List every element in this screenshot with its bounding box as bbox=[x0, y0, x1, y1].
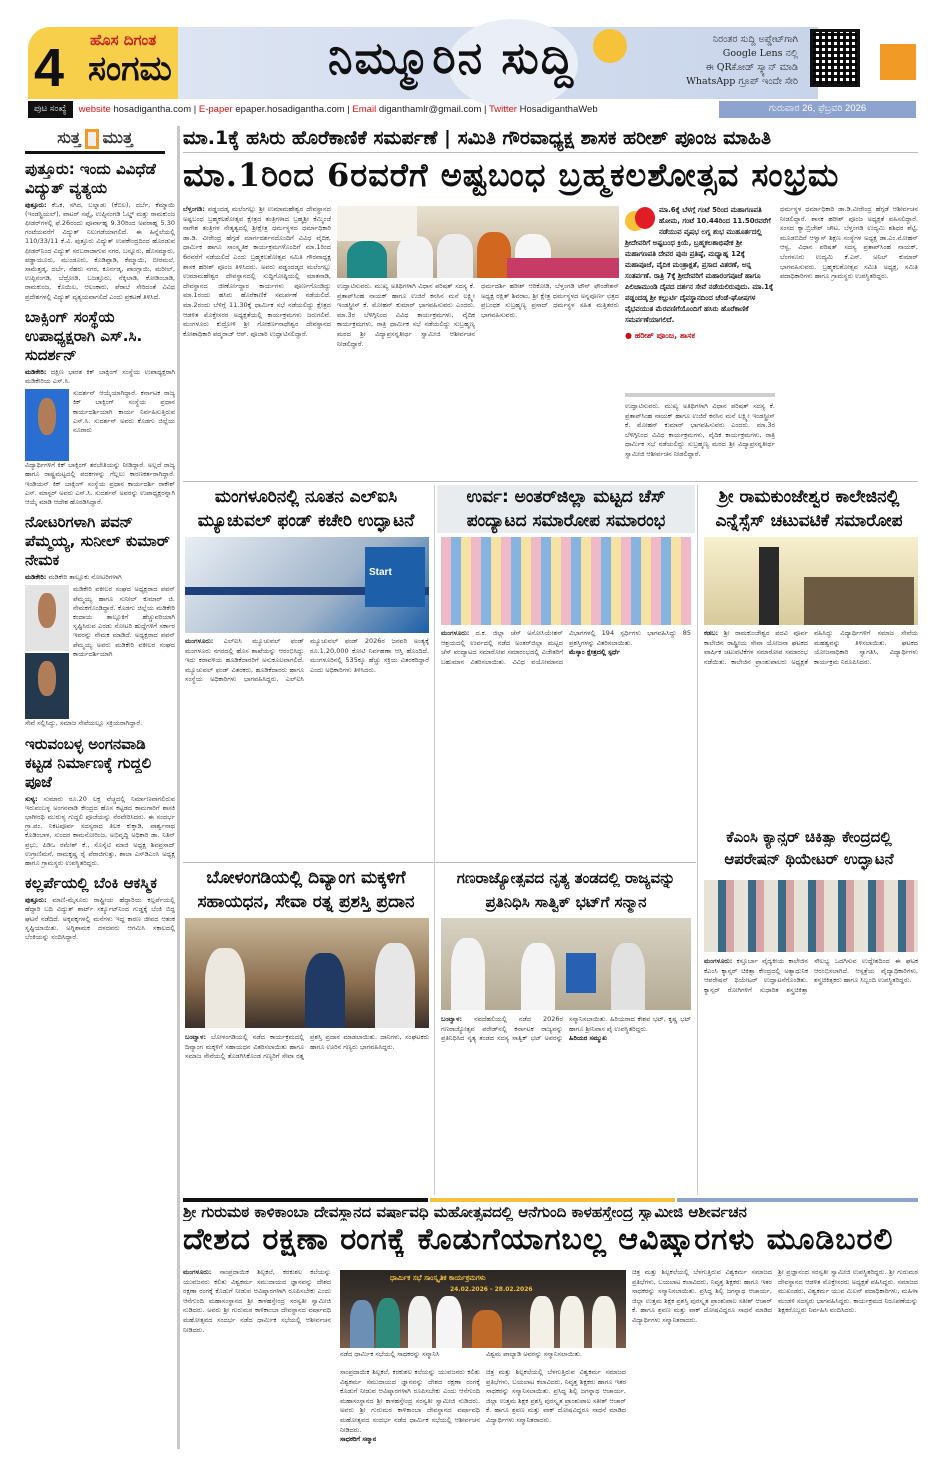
lead-press-meet-photo bbox=[337, 206, 619, 278]
qr-code-icon[interactable] bbox=[810, 29, 860, 87]
story-headline[interactable]: ಬಾಕ್ಸಿಂಗ್ ಸಂಸ್ಥೆಯ ಉಪಾಧ್ಯಕ್ಷರಾಗಿ ಎಸ್.ಸಿ. ಸುದರ್ಶನ್ bbox=[25, 307, 143, 364]
bottom-ceremony-photo: ಧಾರ್ಮಿಕ ಸಭೆ ಸಾಂಸ್ಕೃತಿಕ ಕಾರ್ಯಕ್ರಮಗಳು 24.02.2026 - 28.02.2026 bbox=[340, 1270, 626, 1348]
pull-quote: ಮಾ.6ಕ್ಕೆ ಬೆಳಗ್ಗೆ ಗಂಟೆ 5ರಿಂದ ಮಹಾಗಣಪತಿ ಹೋಮ, ಗಂಟೆ 10.44ರಿಂದ 11.50ರವರೆಗೆ ನಡೆಯುವ ವೃಷಭ ಲಗ್ನ ಶುಭ ಮುಹೂರ್ತದಲ್ಲಿ ಶ್ರೀದೇವರಿಗೆ ಅಷ್ಟಬಂಧ ಕ್ರಿಯೆ, ಬ್ರಹ್ಮಕಲಶಾಭಿಷೇಕ ಶ್ರೀ ಮಹಾಗಣಪತಿ ದೇವರ ಪುನಃ ಪ್ರತಿಷ್ಠೆ, ಮಧ್ಯಾಹ್ನ 12ಕ್ಕೆ ಮಹಾಪೂಜೆ, ವೈದಿಕ ಮಂತ್ರಾಕ್ಷತೆ, ಪ್ರಸಾದ ವಿತರಣೆ, ಅನ್ನ ಸಂತರ್ಪಣೆ. ರಾತ್ರಿ 7ಕ್ಕೆ ಶ್ರೀದೇವರಿಗೆ ಮಹಾರಂಗಪೂಜೆ ಹಾಗೂ ಪಿಲಿಚಾಮುಂಡಿ ದೈವದ ದರ್ಶನ ಸೇವೆ ನಡೆಯಲಿರುವುದು. ಮಾ.1ಕ್ಕೆ ಪಡ್ಡಂದಡ್ಕ ಶ್ರೀ ಕಲ್ಲುರ್ಟಿ ದೈವಸ್ಥಾನದಿಂದ ಚೆಂಡೆ-ಘೋಷಗಳ ವೈಭವಯುತ ಮೆರವಣಿಗೆಯೊಂದಿಗೆ ಹಸಿರು ಹೊರೆಕಾಣಿಕೆ ಸಮರ್ಪಣೆಯಾಗಲಿದೆ. ● ಹರೀಶ್ ಪೂಂಜ, ಶಾಸಕ bbox=[625, 205, 775, 341]
donation-event-photo bbox=[185, 918, 429, 1028]
chess-group-photo bbox=[441, 537, 691, 625]
kmc-group-photo bbox=[704, 880, 918, 952]
door-icon bbox=[85, 129, 99, 149]
lead-column-2: ಉದ್ಘಾಟಿಸುವರು. ಮುಖ್ಯ ಅತಿಥಿಗಳಾಗಿ ವಿಧಾನ ಪರಿಷತ್ ಸದಸ್ಯ ಕೆ. ಪ್ರತಾಪ್‌ಸಿಂಹ ನಾಯಕ್ ಹಾಗೂ ಉಜಿರೆ ಕನಸಿನ ಮನೆ ಲಕ್ಷ್ಮೀ ಇಂಡಸ್ಟ್ರೀಸ್ ಕೆ. ಮೋಹನ್ ಕುಮಾರ್ ಭಾಗವಹಿಸುವರು ಎಂದರು. ಮಾ.3ರ ಬೆಳಿಗ್ಗಿನಿಂದ ವಿವಿಧ ಕಾರ್ಯಕ್ರಮಗಳು, ವೈದಿಕ ಕಾರ್ಯಕ್ರಮಗಳು, ರಾತ್ರಿ ಧಾರ್ಮಿಕ ಸಭೆ ನಡೆಯಲಿದ್ದು ಸುಬ್ರಹ್ಮಣ್ಯ ಮಠದ ಶ್ರೀ ವಿದ್ಯಾಪ್ರಸನ್ನತೀರ್ಥ ಸ್ವಾಮೀಜಿ ಆಶೀರ್ವಚನ ನೀಡಲಿದ್ದಾರೆ. bbox=[337, 282, 475, 348]
portrait-photo bbox=[25, 585, 69, 651]
page-number: 4 bbox=[34, 38, 63, 98]
box-body: ಮಂಗಳೂರು: ಕಸ್ತೂರ್ಬಾ ವೈದ್ಯಕೀಯ ಕಾಲೇಜಿನ ಕೆಎಂಸಿ ಕ್ಯಾನ್ಸರ್ ಚಿಕಿತ್ಸಾ ಕೇಂದ್ರದಲ್ಲಿ ಅತ್ಯಾಧುನಿಕ ಆಪರೇಷನ್ ಥಿಯೇಟರ್ ಉದ್ಘಾಟನೆಗೊಂಡಿತು. ಕ್ಯಾನ್ಸರ್ ರೋಗಿಗಳಿಗೆ ಸುಧಾರಿತ ಶಸ್ತ್ರಚಿಕಿತ್ಸಾ ಸೌಲಭ್ಯ ಒದಗಿಸುವ ಉದ್ದೇಶದಿಂದ ಈ ಘಟಕ ಆರಂಭಿಸಲಾಗಿದೆ. ಆಸ್ಪತ್ರೆಯ ವೈದ್ಯಾಧಿಕಾರಿಗಳು, ಶಸ್ತ್ರಚಿಕಿತ್ಸಕರು ಹಾಗೂ ಸಿಬ್ಬಂದಿ ಉಪಸ್ಥಿತರಿದ್ದರು. bbox=[704, 957, 918, 994]
orange-corner-tab bbox=[880, 44, 916, 80]
lead-headline[interactable]: ಮಾ.1ರಿಂದ 6ರವರೆಗೆ ಅಷ್ಟಬಂಧ ಬ್ರಹ್ಮಕಲಶೋತ್ಸವ ಸಂಭ್ರಮ bbox=[183, 156, 840, 194]
quote-author: ● ಹರೀಶ್ ಪೂಂಜ, ಶಾಸಕ bbox=[625, 330, 775, 341]
info-bar bbox=[28, 101, 916, 118]
box-body: ಮಂಗಳೂರು: ಎಲ್‌ಐಸಿ ಮ್ಯೂಚುವಲ್ ಫಂಡ್ ಮಂಗಳೂರು ನಗರದಲ್ಲಿ ಹೊಸ ಶಾಖೆಯನ್ನು ಆರಂಭಿಸಿದ್ದು ಇದು ಕರಾವಳಿಯ ಹೂಡಿಕೆದಾರರಿಗೆ ಅನುಕೂಲವಾಗಲಿದೆ. ಮ್ಯೂಚುವಲ್ ಫಂಡ್ ವಿತರಕರು, ಹೂಡಿಕೆದಾರರು ಹಾಗೂ ಸಂಸ್ಥೆಯ ಅಧಿಕಾರಿಗಳು ಭಾಗವಹಿಸಿದ್ದರು. ಎಲ್‌ಐಸಿ ಮ್ಯೂಚುವಲ್ ಫಂಡ್ 2026ರ ಜನವರಿ ಅಂತ್ಯಕ್ಕೆ ರೂ.1,20,000 ಕೋಟಿ ನಿರ್ವಹಣಾ ಆಸ್ತಿ ಹೊಂದಿದೆ. ಮಂಗಳೂರಿನಲ್ಲಿ 535ಕ್ಕೂ ಹೆಚ್ಚು ಸಕ್ರಿಯ ವಿತರಕರಿದ್ದಾರೆ ಎಂದು ಅಧಿಕಾರಿಗಳು ತಿಳಿಸಿದರು. bbox=[185, 637, 429, 684]
column-divider bbox=[177, 126, 180, 1449]
box-headline[interactable]: ಗಣರಾಜ್ಯೋತ್ಸವದ ನೃತ್ಯ ತಂಡದಲ್ಲಿ ರಾಜ್ಯವನ್ನು ಪ್ರತಿನಿಧಿಸಿ ಸಾತ್ವಿಕ್ ಭಟ್‌ಗೆ ಸನ್ಮಾನ bbox=[456, 869, 676, 911]
twitter-link[interactable]: HosadiganthaWeb bbox=[519, 104, 598, 115]
website-link[interactable]: hosadigantha.com bbox=[113, 104, 192, 115]
bottom-headline[interactable]: ದೇಶದ ರಕ್ಷಣಾ ರಂಗಕ್ಕೆ ಕೊಡುಗೆಯಾಗಬಲ್ಲ ಆವಿಷ್ಕಾರಗಳು ಮೂಡಿಬರಲಿ bbox=[183, 1222, 894, 1257]
qr-instructions: ನಿರಂತರ ಸುದ್ದಿ ಅಪ್ಡೇಟ್‌ಗಾಗಿ Google Lens ನಲ್ಲಿ ಈ QRಕೋಡ್ ಸ್ಕ್ಯಾನ್ ಮಾಡಿ WhatsApp ಗ್ರೂಪ್ ಇಂದೇ ಸೇರಿ bbox=[686, 34, 798, 87]
email-link[interactable]: diganthamlr@gmail.com bbox=[378, 104, 482, 115]
quote-mark-icon bbox=[625, 205, 655, 235]
story-fire: ಕಲ್ಲರ್ಪೆಯಲ್ಲಿ ಬೆಂಕಿ ಆಕಸ್ಮಿಕ ಪುತ್ತೂರು: ಮಾಣಿ-ಮೈಸೂರು ರಾಷ್ಟ್ರೀಯ ಹೆದ್ದಾರಿಯ ಕಲ್ಲರ್ಪೆಯಲ್ಲಿ ಹೆದ್ದಾರಿ ಬದಿ ವಿದ್ಯುತ್ ಶಾರ್ಟ್ ಸರ್ಕ್ಯೂಟ್‌ನಿಂದ ಗುಡ್ಡಕ್ಕೆ ಬೆಂಕಿ ಬಿದ್ದ ಘಟನೆ ನಡೆದಿದೆ. ಅಕ್ಕಪಕ್ಕಗಳಲ್ಲಿ ಮನೆಗಳು ಇದ್ದ ಕಾರಣ ಜೀವದ ಆತಂಕ ಸೃಷ್ಟಿಯಾಯಿತು. ಅಗ್ನಿಶಾಮಕ ದಳದವರು ಆಗಮಿಸಿ ಸಕಾಲದಲ್ಲಿ ಬೆಂಕಿಯನ್ನು ನಂದಿಸಿದ್ದಾರೆ. bbox=[25, 874, 175, 941]
section-title: ನಿಮ್ಮೂರಿನ ಸುದ್ದಿ bbox=[328, 33, 576, 84]
brand-logo-big: ಸಂಗಮ bbox=[88, 49, 172, 89]
lead-column-3: ಧರ್ಮದರ್ಶಿ ಹರೀಶ್ ಆರಿಕೋಡಿ, ಬೆಳ್ತಂಗಡಿ ಟೌನ್ ಫೌಂಡೇಶನ್ ಅಧ್ಯಕ್ಷ ರಕ್ಷಿತ್ ಶಿವರಾಂ, ಶ್ರೀ ಕ್ಷೇತ್ರ ಧರ್ಮಸ್ಥಳದ ಅನ್ನಪೂರ್ಣ ಛತ್ರದ ಪ್ರಬಂಧಕ ಸುಬ್ರಹ್ಮಣ್ಯ ಪ್ರಸಾದ್ ಧರ್ಮಸ್ಥಳ ಸಹಿತ ಮತ್ತಿತರರು ಭಾಗವಹಿಸುವರು. bbox=[481, 282, 619, 319]
issue-date: ಗುರುವಾರ 26, ಫೆಬ್ರವರಿ 2026 bbox=[719, 101, 916, 118]
lead-kicker: ಮಾ.1ಕ್ಕೆ ಹಸಿರು ಹೊರೆಕಾಣಿಕೆ ಸಮರ್ಪಣೆ | ಸಮಿತಿ ಗೌರವಾಧ್ಯಕ್ಷ ಶಾಸಕ ಹರೀಶ್ ಪೂಂಜ ಮಾಹಿತಿ bbox=[183, 127, 918, 153]
left-column bbox=[25, 126, 175, 945]
bottom-column-4: ಚಿತ್ರ ಮತ್ತು ಶಿಲ್ಪಕಲೆಯಲ್ಲಿ ಬೆಳಗುತ್ತಿರುವ ವಿಶ್ವಕರ್ಮ ಸಮಾಜದ ಪ್ರತಿಭೆಗಳು, ಬಯಲಾಟ ಕಲಾವಿದರು, ನಿವೃತ್ತ ಶಿಕ್ಷಕರು ಹಾಗೂ ಇತರ ಸಾಧಕರನ್ನು ಸನ್ಮಾನಿಸಲಾಯಿತು. ಪ್ರಸಿದ್ಧ ಶಿಲ್ಪಿ ಜಗನ್ನಾಥ ಆಚಾರ್ಯ, ಜಿಲ್ಲಾ ಉತ್ತಮ ಶಿಕ್ಷಕ ಪ್ರಶಸ್ತಿ ಪುರಸ್ಕೃತ ಪ್ರಾಂಶುಪಾಲ ಸತೀಶ್ ಆಚಾರ್ ಕೆ. ಹಾಗೂ ಶ್ರವಣ ಮತ್ತು ವಾಕ್ ದೋಷವಿದ್ದರೂ ಸಾಧನೆ ಮಾಡಿದ ವಿದ್ಯಾರ್ಥಿಗಳು ಸನ್ಮಾನಿತರಾದರು. bbox=[632, 1268, 772, 1324]
box-body: ಬಂಟ್ವಾಳ: ನವದೆಹಲಿಯಲ್ಲಿ ನಡೆದ 2026ರ ಗಣರಾಜ್ಯೋತ್ಸವ ಪರೇಡ್‌ನಲ್ಲಿ ಕರ್ನಾಟಕ ರಾಜ್ಯವನ್ನು ಪ್ರತಿನಿಧಿಸಿದ ನೃತ್ಯ ತಂಡದ ಸದಸ್ಯ ಸಾತ್ವಿಕ್ ಭಟ್ ಅವರನ್ನು ಸನ್ಮಾನಿಸಲಾಯಿತು. ಹಿರಿಯರಾದ ಕೇಶವ ಭಟ್, ಕೃಷ್ಣ ಭಟ್ ಹಾಗೂ ಶ್ರೀನಿವಾಸ ಪೈ ಉಪಸ್ಥಿತರಿದ್ದರು. ಹಿರಿಯರ ಸಮ್ಮುಖ bbox=[441, 1015, 691, 1043]
divider-bar-yellow bbox=[430, 1198, 675, 1202]
bottom-column-1: ಮಂಗಳೂರು: ಸಾಂಪ್ರದಾಯಿಕ ಶಿಲ್ಪಕಲೆ, ಕರಕುಶಲ ಕಲೆಯನ್ನು ಯುವಜನರು ಕಲಿತು ವಿಶ್ವಕರ್ಮ ಸಮುದಾಯದ ಜ್ಞಾನವನ್ನು ದೇಶದ ರಕ್ಷಣಾ ರಂಗಕ್ಕೆ ಕೊಡುಗೆ ನೀಡುವ ಆವಿಷ್ಕಾರಗಳಾಗಿ ರೂಪಿಸಬೇಕು ಎಂದು ಆನೆಗುಂದಿ ಮಹಾಸಂಸ್ಥಾನದ ಶ್ರೀ ಕಾಳಹಸ್ತೇಂದ್ರ ಸರಸ್ವತೀ ಸ್ವಾಮೀಜಿ ನುಡಿದರು. ಅವರು ಶ್ರೀ ಗುರುಮಠ ಕಾಳಿಕಾಂಬಾ ದೇವಸ್ಥಾನದ ವರ್ಷಾವಧಿ ಮಹೋತ್ಸವದ ಸಂದರ್ಭ ನಡೆದ ಧಾರ್ಮಿಕ ಸಭೆಯಲ್ಲಿ ಆಶೀರ್ವಚನ ನೀಡಿದರು. bbox=[183, 1268, 331, 1334]
bottom-column-3: ಚಿತ್ರ ಮತ್ತು ಶಿಲ್ಪಕಲೆಯಲ್ಲಿ ಬೆಳಗುತ್ತಿರುವ ವಿಶ್ವಕರ್ಮ ಸಮಾಜದ ಪ್ರತಿಭೆಗಳು, ಬಯಲಾಟ ಕಲಾವಿದರು, ನಿವೃತ್ತ ಶಿಕ್ಷಕರು ಹಾಗೂ ಇತರ ಸಾಧಕರನ್ನು ಸನ್ಮಾನಿಸಲಾಯಿತು. ಪ್ರಸಿದ್ಧ ಶಿಲ್ಪಿ ಜಗನ್ನಾಥ ಆಚಾರ್ಯ, ಜಿಲ್ಲಾ ಉತ್ತಮ ಶಿಕ್ಷಕ ಪ್ರಶಸ್ತಿ ಪುರಸ್ಕೃತ ಪ್ರಾಂಶುಪಾಲ ಸತೀಶ್ ಆಚಾರ್ ಕೆ. ಹಾಗೂ ಶ್ರವಣ ಮತ್ತು ವಾಕ್ ದೋಷವಿದ್ದರೂ ಸಾಧನೆ ಮಾಡಿದ ವಿದ್ಯಾರ್ಥಿಗಳು ಸನ್ಮಾನಿತರಾದರು. bbox=[486, 1368, 626, 1424]
story-headline[interactable]: ನೋಟರಿಗಳಾಗಿ ಪವನ್ ಪೆಮ್ಮಯ್ಯ, ಸುನೀಲ್ ಕುಮಾರ್ ನೇಮಕ bbox=[25, 513, 170, 570]
story-headline[interactable]: ಕಲ್ಲರ್ಪೆಯಲ್ಲಿ ಬೆಂಕಿ ಆಕಸ್ಮಿಕ bbox=[25, 874, 158, 893]
brand-logo-small: ಹೊಸ ದಿಗಂತ bbox=[90, 31, 157, 49]
box-body: ಮಂಗಳೂರು: ದ.ಕ. ಜಿಲ್ಲಾ ಚೆಸ್ ಅಸೋಸಿಯೇಶನ್ ಆಶ್ರಯದಲ್ಲಿ ಉರ್ವದಲ್ಲಿ ನಡೆದ ಅಂತರ್‌ಜಿಲ್ಲಾ ಮಟ್ಟದ ಚೆಸ್ ಪಂದ್ಯಾಟದ ಸಮಾರೋಪ ಸಮಾರಂಭದಲ್ಲಿ ವಿಜೇತರಿಗೆ ಬಹುಮಾನ ವಿತರಿಸಲಾಯಿತು. ವಿವಿಧ ವಯೋಮಾನದ ವಿಭಾಗಗಳಲ್ಲಿ 194 ಸ್ಪರ್ಧಿಗಳು ಭಾಗವಹಿಸಿದ್ದು 85 ಪ್ರಶಸ್ತಿಗಳನ್ನು ವಿತರಿಸಲಾಯಿತು. ಮೆಸ್ಕಾಂ ಕ್ಷೇತ್ರದಲ್ಲಿ ಸ್ಪರ್ಧೆ bbox=[441, 629, 691, 666]
divider-bar-blue bbox=[677, 1198, 918, 1202]
story-anganwadi: ಇರುವಂಬಳ್ಳ ಅಂಗನವಾಡಿ ಕಟ್ಟಡ ನಿರ್ಮಾಣಕ್ಕೆ ಗುದ್ದಲಿ ಪೂಜೆ ಸುಳ್ಯ: ಸುಮಾರು ರೂ.20 ಲಕ್ಷ ವೆಚ್ಚದಲ್ಲಿ ನಿರ್ಮಾಣವಾಗಲಿರುವ ಇರುವಂಬಳ್ಳ ಅಂಗನವಾಡಿ ಕೇಂದ್ರದ ಹೊಸ ಕಟ್ಟಡದ ಕಾಮಗಾರಿಗೆ ಶಾಸಕಿ ಭಾಗೀರಥಿ ಮುರುಳ್ಯ ಗುದ್ದಲಿ ಪೂಜೆಯನ್ನು ನೆರವೇರಿಸಿದರು. ಈ ಸಂದರ್ಭ ಗ್ರಾ.ಪಂ. ನಿಕಟಪೂರ್ವ ಸದಸ್ಯರಾದ ತಿಲಕ ಕುಕ್ಕಾಡಿ, ಪಾರ್ಶ್ವನಾಥ ಕೊಡಿಂಬಾಳ, ಸುಂದರ ಕಾಮನೋರಿಂಜ, ಅಭಿವೃದ್ಧಿ ಅಧಿಕಾರಿ ಡಾ. ನಿತಿನ್ ಪ್ರಭು, ಪಿಡಿಒ ರಮೇಶ್ ಕೆ., ಸೊಸೈಟಿ ಮಾಜಿ ಅಧ್ಯಕ್ಷ ಶಿವಪ್ರಸಾದ್ ಉಗ್ರಾಣಿಮನೆ, ರಾಮಕೃಷ್ಣ ರೈ ಪೆರಾಜಿಗುತ್ತು, ಶಾಲಾ ಎಸ್‌ಡಿಎಂಸಿ ಅಧ್ಯಕ್ಷ ಹಾಗೂ ಗ್ರಾಮಸ್ಥರು ಉಪಸ್ಥಿತರಿದ್ದರು. bbox=[25, 734, 175, 867]
image-caption-right: ವಿಶ್ವಮ ಪಾಲ್ಯಾಡಿ ಅವರನ್ನು ಸನ್ಮಾನಿಸಲಾಯಿತು. bbox=[486, 1350, 583, 1358]
quote-divider bbox=[625, 393, 775, 397]
box-headline[interactable]: ಉರ್ವ: ಅಂತರ್‌ಜಿಲ್ಲಾ ಮಟ್ಟದ ಚೆಸ್ ಪಂದ್ಯಾಟದ ಸಮಾರೋಪ ಸಮಾರಂಭ bbox=[437, 485, 695, 533]
lic-inauguration-photo: Start bbox=[185, 537, 429, 633]
box-headline[interactable]: ಶ್ರೀ ರಾಮಕುಂಜೇಶ್ವರ ಕಾಲೇಜಿನಲ್ಲಿ ಎನ್ನೆಸ್ಸೆಸ್ ಚಟುವಟಿಕೆ ಸಮಾರೋಪ bbox=[715, 487, 903, 531]
story-headline[interactable]: ಇರುವಂಬಳ್ಳ ಅಂಗನವಾಡಿ ಕಟ್ಟಡ ನಿರ್ಮಾಣಕ್ಕೆ ಗುದ್ದಲಿ ಪೂಜೆ bbox=[25, 734, 152, 791]
lead-column-1: ಬೆಳ್ತಂಗಡಿ: ಪಡ್ಡಂದಡ್ಕ ಮಲೆಂಗಲ್ಲು ಶ್ರೀ ಉಮಾಮಹೇಶ್ವರ ದೇವಸ್ಥಾನದ ಅಷ್ಟಬಂಧ ಬ್ರಹ್ಮಕಲಶೋತ್ಸವ ಕ್ಷೇತ್ರದ ತಂತ್ರಿಗಳಾದ ಬ್ರಹ್ಮಶ್ರೀ ಕೆಮ್ಮಿಂಜೆ ನಾಗೇಶ ತಂತ್ರಿಗಳ ನೇತೃತ್ವದಲ್ಲಿ ಶ್ರೀಕ್ಷೇತ್ರ ಧರ್ಮಸ್ಥಳದ ಧರ್ಮಾಧಿಕಾರಿ ಡಾ.ಡಿ. ವೀರೇಂದ್ರ ಹೆಗ್ಗಡೆ ಮಾರ್ಗದರ್ಶನದೊಂದಿಗೆ ವಿವಿಧ ವೈದಿಕ, ಧಾರ್ಮಿಕ ಹಾಗೂ ಸಾಂಸ್ಕೃತಿಕ ಕಾರ್ಯಕ್ರಮಗಳೊಂದಿಗೆ ಮಾ.1ರಿಂದ 6ರವರೆಗೆ ನಡೆಯಲಿದೆ ಎಂದು ಬ್ರಹ್ಮಕಲಶೋತ್ಸವ ಸಮಿತಿ ಗೌರವಾಧ್ಯಕ್ಷ ಶಾಸಕ ಹರೀಶ್ ಪೂಂಜ ತಿಳಿಸಿದರು. ಅವರು ಪಡ್ಡಂದಡ್ಕದ ಮಲೆಂಗಲ್ಲು ಉಮಾಮಹೇಶ್ವರ ದೇವಸ್ಥಾನದಲ್ಲಿ ಸುದ್ದಿಗೋಷ್ಠಿಯಲ್ಲಿ ಮಾತನಾಡಿ, ದೇವಸ್ಥಾನದ ಜೀರ್ಣೋದ್ಧಾರ ಕಾರ್ಯಗಳು ಪೂರ್ಣಗೊಂಡಿದ್ದು ಮಾ.1ರಂದು ಹಸಿರು ಹೊರೆಕಾಣಿಕೆ ಸಮರ್ಪಣೆ ನಡೆಯಲಿದೆ. ಮಾ.2ರಂದು ಬೆಳಿಗ್ಗೆ 11.30ಕ್ಕೆ ಧಾರ್ಮಿಕ ಸಭೆ ನಡೆಯಲಿದ್ದು ಕ್ಷೇತ್ರದ ಆಡಳಿತ ಮೊಕ್ತೇಸರರ ಅಧ್ಯಕ್ಷತೆಯಲ್ಲಿ ಕಾರ್ಯಕ್ರಮಗಳು ಜರುಗಲಿವೆ. ಮಂಗಳೂರು ಕುದ್ರೋಳಿ ಶ್ರೀ ಗೋಕರ್ಣನಾಥೇಶ್ವರ ದೇವಸ್ಥಾನದ ಕೋಶಾಧಿಕಾರಿ ಪದ್ಮರಾಜ್ ಆರ್. ಪೂಜಾರಿ ಉದ್ಘಾಟಿಸಲಿದ್ದಾರೆ. bbox=[183, 205, 331, 338]
page-label: ಪುಟ ಸಂಖ್ಯೆ bbox=[28, 101, 73, 118]
lead-column-5: ಧರ್ಮಸ್ಥಳ ಧರ್ಮಾಧಿಕಾರಿ ಡಾ.ಡಿ.ವೀರೇಂದ್ರ ಹೆಗ್ಗಡೆ ಆಶೀರ್ವಚನ ನೀಡಲಿದ್ದಾರೆ. ಶಾಸಕ ಹರೀಶ್ ಪೂಂಜ ಅಧ್ಯಕ್ಷತೆ ವಹಿಸಲಿದ್ದಾರೆ. ಸಂಸದ ಕ್ಯಾ.ಬ್ರಿಜೇಶ್ ಚೌಟ, ಬೆಳ್ತಂಗಡಿ ಉದ್ಯಮಿ ಶಶಿಧರ ಶೆಟ್ಟಿ, ಮೂಡಬಿದಿರೆ ಆಳ್ವಾಸ್ ಶಿಕ್ಷಣ ಸಂಸ್ಥೆಗಳ ಅಧ್ಯಕ್ಷ ಡಾ.ಎಂ.ಮೋಹನ್ ಆಳ್ವ, ವಿಧಾನ ಪರಿಷತ್ ಸದಸ್ಯ ಪ್ರತಾಪ್‌ಸಿಂಹ ನಾಯಕ್, ಬೆಂಗಳೂರು ಉದ್ಯಮಿ ಕೆ.ಎನ್. ಅನಿಲ್ ಕುಮಾರ್ ಭಾಗವಹಿಸುವರು. ಬ್ರಹ್ಮಕಲಶೋತ್ಸವ ಸಮಿತಿ ಅಧ್ಯಕ್ಷ, ಸಮಿತಿ ಪದಾಧಿಕಾರಿಗಳು ಹಾಗೂ ಗ್ರಾಮಸ್ಥರು ಉಪಸ್ಥಿತರಿದ್ದರು. bbox=[780, 205, 918, 281]
story-boxing: ಬಾಕ್ಸಿಂಗ್ ಸಂಸ್ಥೆಯ ಉಪಾಧ್ಯಕ್ಷರಾಗಿ ಎಸ್.ಸಿ. ಸುದರ್ಶನ್ ಮಡಿಕೇರಿ: ದಕ್ಷಿಣ ಭಾರತ ಕಿಕ್ ಬಾಕ್ಸಿಂಗ್ ಸಂಸ್ಥೆಯ ಉಪಾಧ್ಯಕ್ಷರಾಗಿ ಮಡಿಕೇರಿಯ ಎಸ್.ಸಿ. ಸುದರ್ಶನ್ ಆಯ್ಕೆಯಾಗಿದ್ದಾರೆ. ಕರ್ನಾಟಕ ರಾಜ್ಯ ಕಿಕ್ ಬಾಕ್ಸಿಂಗ್ ಸಂಸ್ಥೆಯ ಪ್ರಧಾನ ಕಾರ್ಯದರ್ಶಿಯಾಗಿ ಕಾರ್ಯ ನಿರ್ವಹಿಸುತ್ತಿರುವ ಎಸ್.ಸಿ. ಸುದರ್ಶನ್ ಅವರು ಕೊಡಗು ಜಿಲ್ಲೆಯ ನೂರಾರು ವಿದ್ಯಾರ್ಥಿಗಳಿಗೆ ಕಿಕ್ ಬಾಕ್ಸಿಂಗ್ ತರಬೇತಿಯನ್ನು ನೀಡಿದ್ದಾರೆ. ಅಲ್ಲದೆ ರಾಜ್ಯ ಹಾಗೂ ರಾಷ್ಟ್ರಮಟ್ಟದಲ್ಲಿ ಪದಕಗಳನ್ನು ಗೆಲ್ಲಲು ಕಾರಣಕರ್ತರಾಗಿದ್ದಾರೆ. ಇಂಡಿಯನ್ ಕಿಕ್ ಬಾಕ್ಸಿಂಗ್ ಸಂಸ್ಥೆಯ ಪ್ರಧಾನ ಕಾರ್ಯದರ್ಶಿ ರಾಕೇಶ್ ಎಸ್. ಮಾಸ್ಟರ್ ಅವರು ಎಸ್.ಸಿ. ಸುದರ್ಶನ್ ಅವರನ್ನು ಉಪಾಧ್ಯಕ್ಷರನ್ನಾಗಿ ಆಯ್ಕೆ ಮಾಡಿ ಆದೇಶ ಹೊರಡಿಸಿದ್ದಾರೆ. bbox=[25, 307, 175, 506]
bottom-column-5: ಶ್ರೀ ಪ್ರಜ್ಞಾನಂದ ಸರಸ್ವತೀ ಸ್ವಾಮೀಜಿ ಉಪಸ್ಥಿತರಿದ್ದರು. ಶ್ರೀ ಗುರುಮಠ ದೇವಸ್ಥಾನದ ಆಡಳಿತ ಮೊಕ್ತೇಸರರು ಅಧ್ಯಕ್ಷತೆ ವಹಿಸಿದ್ದರು. ಸಮಾಜದ ಮುಖಂಡರು, ವಿಶ್ವಕರ್ಮ ಯುವ ಮಿಲನ್ ಪದಾಧಿಕಾರಿಗಳು, ಮಹಿಳಾ ಮಂಡಳಿ ಸದಸ್ಯರು ಭಾಗವಹಿಸಿದ್ದರು. ಕಾರ್ಯಕ್ರಮದ ನಿರೂಪಣೆಯನ್ನು ಶಿಕ್ಷಕರೊಬ್ಬರು ನಿರ್ವಹಿಸಿ ವಂದಿಸಿದರು. bbox=[778, 1268, 918, 1315]
story-power-cut: ಪುತ್ತೂರು: ಇಂದು ವಿವಿಧೆಡೆ ವಿದ್ಯುತ್ ವ್ಯತ್ಯಯ ಪುತ್ತೂರು: ಕೆಒಕ, ಸಗಿದ, ಬಲ್ನಾಡು (ಕೆಬಿಲ), ದರ್ಬೆ, ಕೆಮ್ಮಾಯಿ (ಇಂಡಸ್ಟ್ರಿಯಲ್), ವಾಟರ್ ಸಪ್ಲೈ, ಉಪ್ಪಿನಂಗಡಿ ಓಲ್ಡ್ ಮತ್ತು ರಾಮಕುಂಜ ಫೀಡರ್‌ಗಳಲ್ಲಿ ಫೆ.26ರಂದು ಪೂರ್ವಾಹ್ನ 9.30ರಿಂದ ಅಪರಾಹ್ನ 5.30 ಗಂಟೆಯವರೆಗೆ ವಿದ್ಯುತ್ ನಿಲುಗಡೆಯಾಗಲಿದೆ. ಈ ಹಿನ್ನೆಲೆಯಲ್ಲಿ 110/33/11 ಕೆ.ವಿ. ಪುತ್ತೂರು ವಿದ್ಯುತ್ ಉಪಕೇಂದ್ರದಿಂದ ಹೊರಡುವ ಫೀಡರ್‌ನಿಂದ ವಿದ್ಯುತ್ ಸರಬರಾಜಾಗುವ ನಗರ, ಬನ್ನೂರು, ಹೊಸಮ್ಮಾರು, ಪಡ್ಡಾಯೂರು, ಮುಂಡೂರು, ಕೊಡಿಪ್ಪಾಡಿ, ಕೆಮ್ಮಾಯಿ, ಬೀರಮಲೆ, ಸಾಮೆತ್ತಡ್ಕ, ದರ್ಬೆ, ನೆಹರು ನಗರ, ಕೂರ್ನಡ್ಕ, ಪಾಂಗ್ಲಾಯಿ, ಮರೀಲ್, ಉಪ್ಪಿನಂಗಡಿ, ಬೆದ್ರೋಡಿ, ಬಜತ್ತೂರು, ನೆಕ್ಕಿಲಾಡಿ, ಕೋಡಿಂಬಾಡಿ, ರಾಮಕುಂಜ, ಕೊಯಿಲ, ಆಲಂಕಾರು, ಪೆರಾಬೆ ಸೇರಿದಂತೆ ವಿವಿಧ ಪ್ರದೇಶಗಳಲ್ಲಿ ವಿದ್ಯುತ್ ವ್ಯತ್ಯಯವಾಗಲಿದೆ ಎಂದು ಪ್ರಕಟಣೆ ತಿಳಿಸಿದೆ. bbox=[25, 159, 175, 301]
box-headline[interactable]: ಮಂಗಳೂರಿನಲ್ಲಿ ನೂತನ ಎಲ್‌ಐಸಿ ಮ್ಯೂಚುವಲ್ ಫಂಡ್ ಕಚೇರಿ ಉದ್ಘಾಟನೆ bbox=[197, 487, 415, 531]
masthead bbox=[28, 27, 918, 99]
story-headline[interactable]: ಪುತ್ತೂರು: ಇಂದು ವಿವಿಧೆಡೆ ವಿದ್ಯುತ್ ವ್ಯತ್ಯಯ bbox=[25, 159, 156, 197]
box-headline[interactable]: ಬೋಳಂಗಡಿಯಲ್ಲಿ ದಿವ್ಯಾಂಗ ಮಕ್ಕಳಿಗೆ ಸಹಾಯಧನ, ಸೇವಾ ರತ್ನ ಪ್ರಶಸ್ತಿ ಪ್ರದಾನ bbox=[197, 868, 415, 912]
nss-event-photo bbox=[704, 537, 918, 625]
bottom-column-2: ಸಾಂಪ್ರದಾಯಿಕ ಶಿಲ್ಪಕಲೆ, ಕರಕುಶಲ ಕಲೆಯನ್ನು ಯುವಜನರು ಕಲಿತು ವಿಶ್ವಕರ್ಮ ಸಮುದಾಯದ ಜ್ಞಾನವನ್ನು ದೇಶದ ರಕ್ಷಣಾ ರಂಗಕ್ಕೆ ಕೊಡುಗೆ ನೀಡುವ ಆವಿಷ್ಕಾರಗಳಾಗಿ ರೂಪಿಸಬೇಕು ಎಂದು ಆನೆಗುಂದಿ ಮಹಾಸಂಸ್ಥಾನದ ಶ್ರೀ ಕಾಳಹಸ್ತೇಂದ್ರ ಸರಸ್ವತೀ ಸ್ವಾಮೀಜಿ ನುಡಿದರು. ಅವರು ಶ್ರೀ ಗುರುಮಠ ಕಾಳಿಕಾಂಬಾ ದೇವಸ್ಥಾನದ ವರ್ಷಾವಧಿ ಮಹೋತ್ಸವದ ಸಂದರ್ಭ ನಡೆದ ಧಾರ್ಮಿಕ ಸಭೆಯಲ್ಲಿ ಆಶೀರ್ವಚನ ನೀಡಿದರು. ಸಾಧಕರಿಗೆ ಸನ್ಮಾನ bbox=[340, 1368, 480, 1444]
divider-bar-black bbox=[183, 1198, 428, 1202]
contact-links: website hosadigantha.com | E-paper epaper.hosadigantha.com | Email diganthamlr@gmail.com | Twitter HosadiganthaWeb bbox=[78, 104, 598, 115]
image-caption-left: ನಡೆದ ಧಾರ್ಮಿಕ ಸಭೆಯಲ್ಲಿ ಸಾಧಕರನ್ನು ಸನ್ಮಾನಿಸಿ bbox=[340, 1350, 440, 1358]
suttamutta-logo: ಸುತ್ತ ಮುತ್ತ bbox=[25, 128, 165, 154]
box-body: ಬಂಟ್ವಾಳ: ಬೋಳಂಗಡಿಯಲ್ಲಿ ನಡೆದ ಕಾರ್ಯಕ್ರಮದಲ್ಲಿ ದಿವ್ಯಾಂಗ ಮಕ್ಕಳಿಗೆ ಸಹಾಯಧನ ವಿತರಿಸಲಾಯಿತು ಹಾಗೂ ಸಮಾಜ ಸೇವೆಯಲ್ಲಿ ತೊಡಗಿಸಿಕೊಂಡ ಗಣ್ಯರಿಗೆ ಸೇವಾ ರತ್ನ ಪ್ರಶಸ್ತಿ ಪ್ರದಾನ ಮಾಡಲಾಯಿತು. ದಾನಿಗಳು, ಸಂಘಟಕರು ಹಾಗೂ ಊರಿನ ಗಣ್ಯರು ಭಾಗವಹಿಸಿದ್ದರು. bbox=[185, 1033, 429, 1061]
felicitation-photo bbox=[441, 918, 691, 1010]
box-headline[interactable]: ಕೆಎಂಸಿ ಕ್ಯಾನ್ಸರ್ ಚಿಕಿತ್ಸಾ ಕೇಂದ್ರದಲ್ಲಿ ಆಪರೇಷನ್ ಥಿಯೇಟರ್ ಉದ್ಘಾಟನೆ bbox=[724, 828, 894, 868]
bottom-kicker: ಶ್ರೀ ಗುರುಮಠ ಕಾಳಿಕಾಂಬಾ ದೇವಸ್ಥಾನದ ವರ್ಷಾವಧಿ ಮಹೋತ್ಸವದಲ್ಲಿ ಆನೆಗುಂದಿ ಕಾಳಹಸ್ತೇಂದ್ರ ಸ್ವಾಮೀಜಿ ಆಶೀರ್ವಚನ bbox=[183, 1203, 747, 1221]
lead-column-4: ಉದ್ಘಾಟಿಸುವರು. ಮುಖ್ಯ ಅತಿಥಿಗಳಾಗಿ ವಿಧಾನ ಪರಿಷತ್ ಸದಸ್ಯ ಕೆ. ಪ್ರತಾಪ್‌ಸಿಂಹ ನಾಯಕ್ ಹಾಗೂ ಉಜಿರೆ ಕನಸಿನ ಮನೆ ಲಕ್ಷ್ಮೀ ಇಂಡಸ್ಟ್ರೀಸ್ ಕೆ. ಮೋಹನ್ ಕುಮಾರ್ ಭಾಗವಹಿಸುವರು ಎಂದರು. ಮಾ.3ರ ಬೆಳಿಗ್ಗಿನಿಂದ ವಿವಿಧ ಕಾರ್ಯಕ್ರಮಗಳು, ವೈದಿಕ ಕಾರ್ಯಕ್ರಮಗಳು, ರಾತ್ರಿ ಧಾರ್ಮಿಕ ಸಭೆ ನಡೆಯಲಿದ್ದು ಸುಬ್ರಹ್ಮಣ್ಯ ಮಠದ ಶ್ರೀ ವಿದ್ಯಾಪ್ರಸನ್ನತೀರ್ಥ ಸ್ವಾಮೀಜಿ ಆಶೀರ್ವಚನ ನೀಡಲಿದ್ದಾರೆ. bbox=[625, 402, 775, 458]
box-body: ಕಡಬ: ಶ್ರೀ ರಾಮಕುಂಜೇಶ್ವರ ಪದವಿ ಪೂರ್ವ ಕಾಲೇಜಿನ ರಾಷ್ಟ್ರೀಯ ಸೇವಾ ಯೋಜನಾ ಘಟಕದ ವಾರ್ಷಿಕ ಚಟುವಟಿಕೆಗಳ ಸಮಾರೋಪ ಸಮಾರಂಭ ನಡೆಯಿತು. ಕಾಲೇಜಿನ ಪ್ರಾಂಶುಪಾಲರು ಅಧ್ಯಕ್ಷತೆ ವಹಿಸಿದ್ದು ವಿದ್ಯಾರ್ಥಿಗಳಿಗೆ ಸಮಾಜ ಸೇವೆಯ ಮಹತ್ವವನ್ನು ತಿಳಿಸಲಾಯಿತು. ಘಟಕದ ಯೋಜನಾಧಿಕಾರಿ ಸ್ವಾಗತಿಸಿ, ವಿದ್ಯಾರ್ಥಿಗಳು ಕಾರ್ಯಕ್ರಮ ನಿರೂಪಿಸಿದರು. bbox=[704, 629, 918, 666]
story-notary: ನೋಟರಿಗಳಾಗಿ ಪವನ್ ಪೆಮ್ಮಯ್ಯ, ಸುನೀಲ್ ಕುಮಾರ್ ನೇಮಕ ಮಡಿಕೇರಿ: ಮಡಿಕೇರಿ ತಾಲ್ಲೂಕು ನೋಟರಿಗಳಾಗಿ ಮಡಿಕೇರಿ ವಕೀಲರ ಸಂಘದ ಅಧ್ಯಕ್ಷರಾದ ಪವನ್ ಪೆಮ್ಮಯ್ಯ ಹಾಗೂ ಸುನೀಲ್ ಕುಮಾರ್ ಜಿ. ನೇಮಕಗೊಂಡಿದ್ದಾರೆ. ಕೊಡಗು ಜಿಲ್ಲೆಯ ಮಡಿಕೇರಿ ಕಂದಾಯ ತಾಲ್ಲೂಕಿಗೆ ಹೆಚ್ಚುವರಿಯಾಗಿ ಸೃಷ್ಟಿಸಿರುವ ಎರಡು ನೋಟರಿ ಹುದ್ದೆಗಳಿಗೆ ಸರ್ಕಾರ ಇವರನ್ನು ನೇಮಕ ಮಾಡಿದೆ. ಅಧ್ಯಕ್ಷರಾದ ಪವನ್ ಪೆಮ್ಮಯ್ಯ ಅವರು ಮಡಿಕೇರಿ ವಕೀಲರ ಸಂಘದ ಕಾರ್ಯದರ್ಶಿಯಾಗಿ ಸೇವೆ ಸಲ್ಲಿಸಿದ್ದು, ಸಮಾಜ ಸೇವೆಯಲ್ಲೂ ಸಕ್ರಿಯರಾಗಿದ್ದಾರೆ. bbox=[25, 513, 175, 728]
portrait-photo bbox=[25, 389, 69, 461]
portrait-photo bbox=[25, 653, 69, 719]
epaper-link[interactable]: epaper.hosadigantha.com bbox=[235, 104, 345, 115]
